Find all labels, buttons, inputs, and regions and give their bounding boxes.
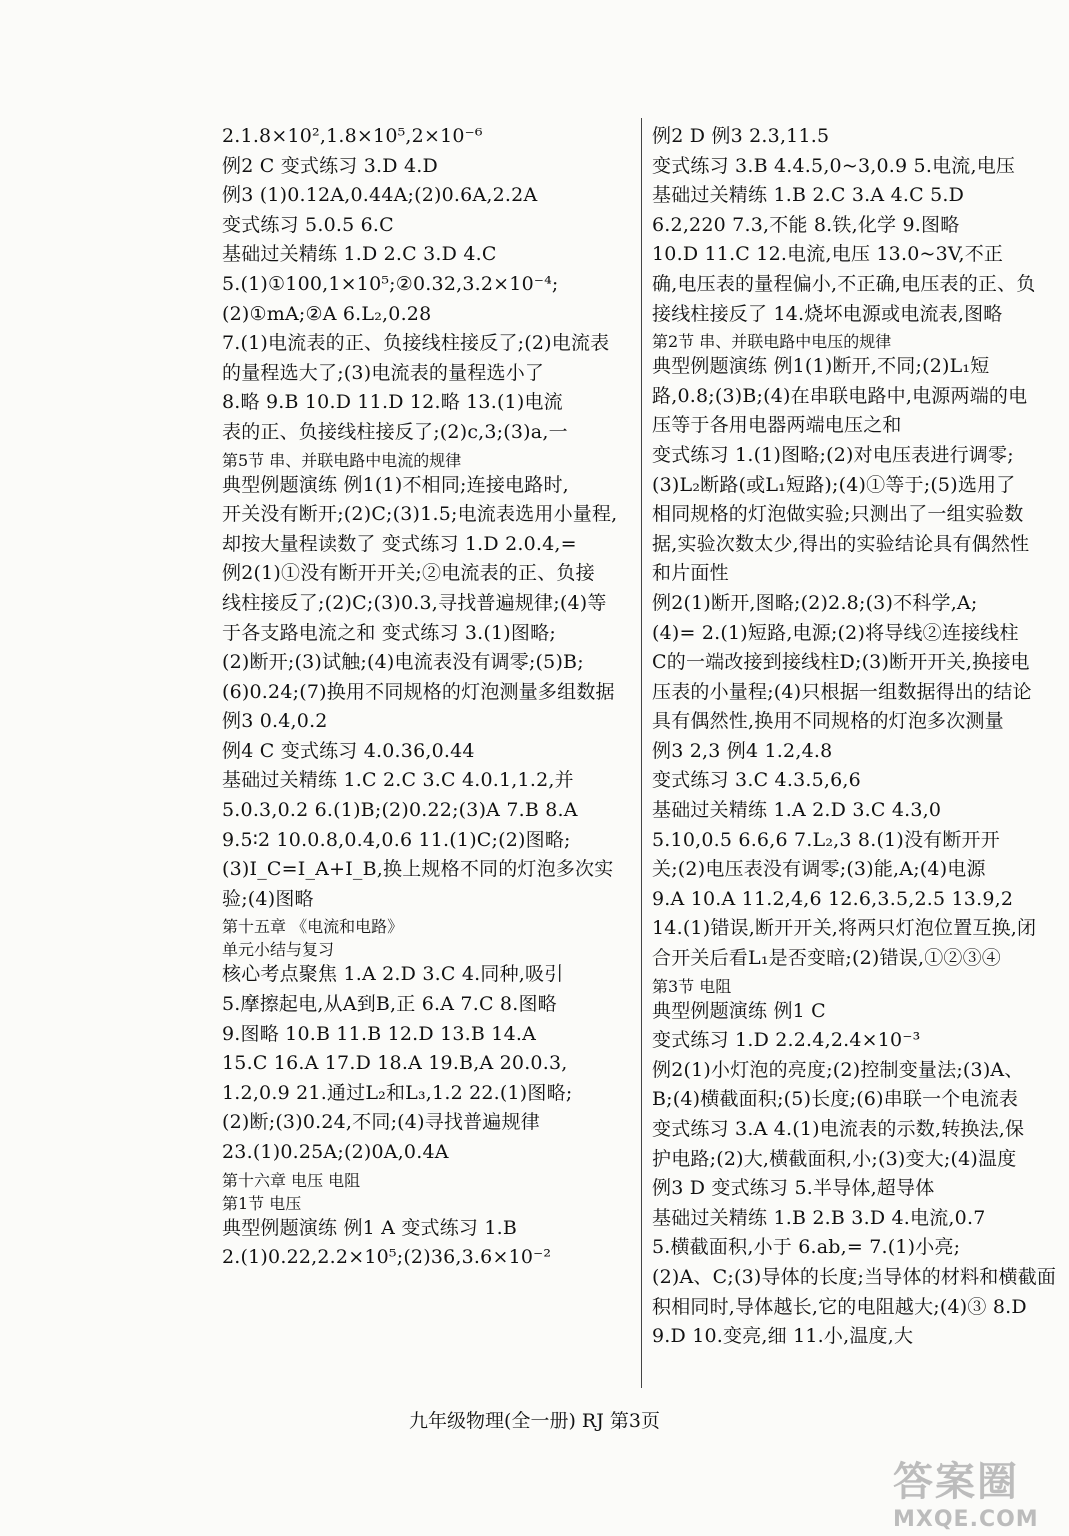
answer-line: (2)A、C;(3)导体的长度;当导体的材料和横截面 (652, 1265, 1057, 1288)
answer-line: 例3 D 变式练习 5.半导体,超导体 (652, 1177, 935, 1200)
answer-line: 开关没有断开;(2)C;(3)1.5;电流表选用小量程, (222, 503, 618, 526)
answer-line: 验;(4)图略 (222, 887, 314, 910)
section-heading: 第十五章 《电流和电路》 (222, 917, 404, 937)
answer-line: 和片面性 (652, 562, 729, 585)
answer-line: 例2 C 变式练习 3.D 4.D (222, 154, 438, 177)
answer-line: 典型例题演练 例1 A 变式练习 1.B (222, 1216, 518, 1239)
answer-line: 14.(1)错误,断开开关,将两只灯泡位置互换,闭 (652, 917, 1037, 940)
answer-line: 10.D 11.C 12.电流,电压 13.0~3V,不正 (652, 243, 1004, 266)
answer-line: 5.摩擦起电,从A到B,正 6.A 7.C 8.图略 (222, 993, 557, 1016)
section-heading: 第5节 串、并联电路中电流的规律 (222, 450, 462, 470)
answer-line: 相同规格的灯泡做实验;只测出了一组实验数 (652, 503, 1024, 526)
answer-line: 表的正、负接线柱接反了;(2)c,3;(3)a,一 (222, 420, 568, 443)
answer-line: 变式练习 5.0.5 6.C (222, 213, 394, 236)
answer-line: 5.(1)①100,1×10⁵;②0.32,3.2×10⁻⁴; (222, 272, 559, 295)
answer-line: 1.2,0.9 21.通过L₂和L₃,1.2 22.(1)图略; (222, 1081, 573, 1104)
watermark-url: MXQE.COM (893, 1507, 1039, 1532)
answer-line: 典型例题演练 例1 C (652, 999, 826, 1022)
answer-line: 9.5∶2 10.0.8,0.4,0.6 11.(1)C;(2)图略; (222, 828, 571, 851)
watermark-logo-text: 答案圈 (893, 1459, 1019, 1505)
answer-line: 例3 (1)0.12A,0.44A;(2)0.6A,2.2A (222, 184, 538, 207)
answer-line: 例2 D 例3 2.3,11.5 (652, 125, 830, 147)
answer-line: 基础过关精练 1.D 2.C 3.D 4.C (222, 243, 497, 266)
answer-line: 具有偶然性,换用不同规格的灯泡多次测量 (652, 710, 1004, 733)
answer-line: 关;(2)电压表没有调零;(3)能,A;(4)电源 (652, 858, 986, 881)
answer-line: 变式练习 3.C 4.3.5,6,6 (652, 769, 861, 792)
answer-line: 基础过关精练 1.C 2.C 3.C 4.0.1,1.2,并 (222, 769, 574, 792)
answer-line: 变式练习 1.D 2.2.4,2.4×10⁻³ (652, 1029, 921, 1052)
answer-line: 9.D 10.变亮,细 11.小,温度,大 (652, 1325, 914, 1348)
answer-line: 例3 2,3 例4 1.2,4.8 (652, 739, 833, 762)
answer-line: 于各支路电流之和 变式练习 3.(1)图略; (222, 621, 556, 644)
answer-line: 护电路;(2)大,横截面积,小;(3)变大;(4)温度 (652, 1147, 1017, 1170)
answer-line: 2.(1)0.22,2.2×10⁵;(2)36,3.6×10⁻² (222, 1246, 552, 1269)
answer-line: 例4 C 变式练习 4.0.36,0.44 (222, 739, 475, 762)
answer-line: 9.A 10.A 11.2,4,6 12.6,3.5,2.5 13.9,2 (652, 887, 1014, 910)
answer-line: (2)断;(3)0.24,不同;(4)寻找普遍规律 (222, 1111, 540, 1134)
answer-line: C的一端改接到接线柱D;(3)断开开关,换接电 (652, 651, 1030, 674)
answer-line: 例2(1)断开,图略;(2)2.8;(3)不科学,A; (652, 591, 978, 614)
answer-line: (4)= 2.(1)短路,电源;(2)将导线②连接线柱 (652, 621, 1019, 644)
answer-line: B;(4)横截面积;(5)长度;(6)串联一个电流表 (652, 1088, 1019, 1111)
answer-line: 压表的小量程;(4)只根据一组数据得出的结论 (652, 680, 1032, 703)
answer-line: 变式练习 3.B 4.4.5,0~3,0.9 5.电流,电压 (652, 154, 1016, 177)
section-heading: 第3节 电阻 (652, 976, 732, 996)
section-heading: 第2节 串、并联电路中电压的规律 (652, 332, 892, 352)
answer-line: 路,0.8;(3)B;(4)在串联电路中,电源两端的电 (652, 384, 1028, 407)
section-heading: 第十六章 电压 电阻 (222, 1170, 361, 1190)
answer-line: 例2(1)小灯泡的亮度;(2)控制变量法;(3)A、 (652, 1058, 1024, 1081)
answer-line: (6)0.24;(7)换用不同规格的灯泡测量多组数据 (222, 680, 615, 703)
section-heading: 第1节 电压 (222, 1193, 302, 1213)
page-footer: 九年级物理(全一册) RJ 第3页 (409, 1410, 660, 1432)
answer-line: 却按大量程读数了 变式练习 1.D 2.0.4,= (222, 532, 577, 555)
answer-line: 5.横截面积,小于 6.ab,= 7.(1)小亮; (652, 1236, 961, 1259)
answer-line: 合开关后看L₁是否变暗;(2)错误,①②③④ (652, 947, 1001, 970)
answer-line: 的量程选大了;(3)电流表的量程选小了 (222, 361, 545, 384)
answer-line: 典型例题演练 例1(1)断开,不同;(2)L₁短 (652, 355, 990, 378)
answer-line: 7.(1)电流表的正、负接线柱接反了;(2)电流表 (222, 332, 610, 355)
answer-line: (3)L₂断路(或L₁短路);(4)①等于;(5)选用了 (652, 473, 1016, 496)
left-column (222, 122, 634, 1273)
answer-line: 9.图略 10.B 11.B 12.D 13.B 14.A (222, 1022, 537, 1045)
answer-line: 核心考点聚焦 1.A 2.D 3.C 4.同种,吸引 (222, 963, 564, 986)
answer-line: (2)断开;(3)试触;(4)电流表没有调零;(5)B; (222, 651, 584, 674)
answer-line: 6.2,220 7.3,不能 8.铁,化学 9.图略 (652, 213, 960, 236)
answer-line: 5.10,0.5 6.6,6 7.L₂,3 8.(1)没有断开开 (652, 828, 1000, 851)
answer-line: 15.C 16.A 17.D 18.A 19.B,A 20.0.3, (222, 1052, 568, 1075)
answer-line: 5.0.3,0.2 6.(1)B;(2)0.22;(3)A 7.B 8.A (222, 799, 578, 822)
answer-line: 线柱接反了;(2)C;(3)0.3,寻找普遍规律;(4)等 (222, 591, 607, 614)
answer-line: (2)①mA;②A 6.L₂,0.28 (222, 302, 432, 325)
answer-line: 压等于各用电器两端电压之和 (652, 414, 902, 437)
answer-line: 例2(1)①没有断开开关;②电流表的正、负接 (222, 562, 595, 585)
answer-line: 8.略 9.B 10.D 11.D 12.略 13.(1)电流 (222, 391, 563, 414)
answer-line: 确,电压表的量程偏小,不正确,电压表的正、负 (652, 272, 1036, 295)
answer-line: 接线柱接反了 14.烧坏电源或电流表,图略 (652, 302, 1003, 325)
answer-line: 基础过关精练 1.B 2.B 3.D 4.电流,0.7 (652, 1206, 986, 1229)
answer-line: (3)I_C=I_A+I_B,换上规格不同的灯泡多次实 (222, 858, 614, 881)
answer-line: 变式练习 3.A 4.(1)电流表的示数,转换法,保 (652, 1118, 1025, 1140)
section-heading: 单元小结与复习 (222, 940, 335, 960)
answer-line: 例3 0.4,0.2 (222, 710, 328, 733)
right-column (652, 122, 1057, 1352)
answer-line: 积相同时,导体越长,它的电阻越大;(4)③ 8.D (652, 1295, 1027, 1318)
answer-line: 变式练习 1.(1)图略;(2)对电压表进行调零; (652, 443, 1014, 466)
answer-line: 基础过关精练 1.B 2.C 3.A 4.C 5.D (652, 184, 965, 207)
answer-line: 基础过关精练 1.A 2.D 3.C 4.3,0 (652, 799, 942, 822)
watermark-logo (893, 1450, 1063, 1532)
answer-line: 典型例题演练 例1(1)不相同;连接电路时, (222, 473, 569, 496)
answer-line: 23.(1)0.25A;(2)0A,0.4A (222, 1141, 449, 1163)
answer-line: 据,实验次数太少,得出的实验结论具有偶然性 (652, 532, 1030, 555)
column-divider (641, 118, 642, 1388)
answer-line: 2.1.8×10²,1.8×10⁵,2×10⁻⁶ (222, 125, 483, 147)
